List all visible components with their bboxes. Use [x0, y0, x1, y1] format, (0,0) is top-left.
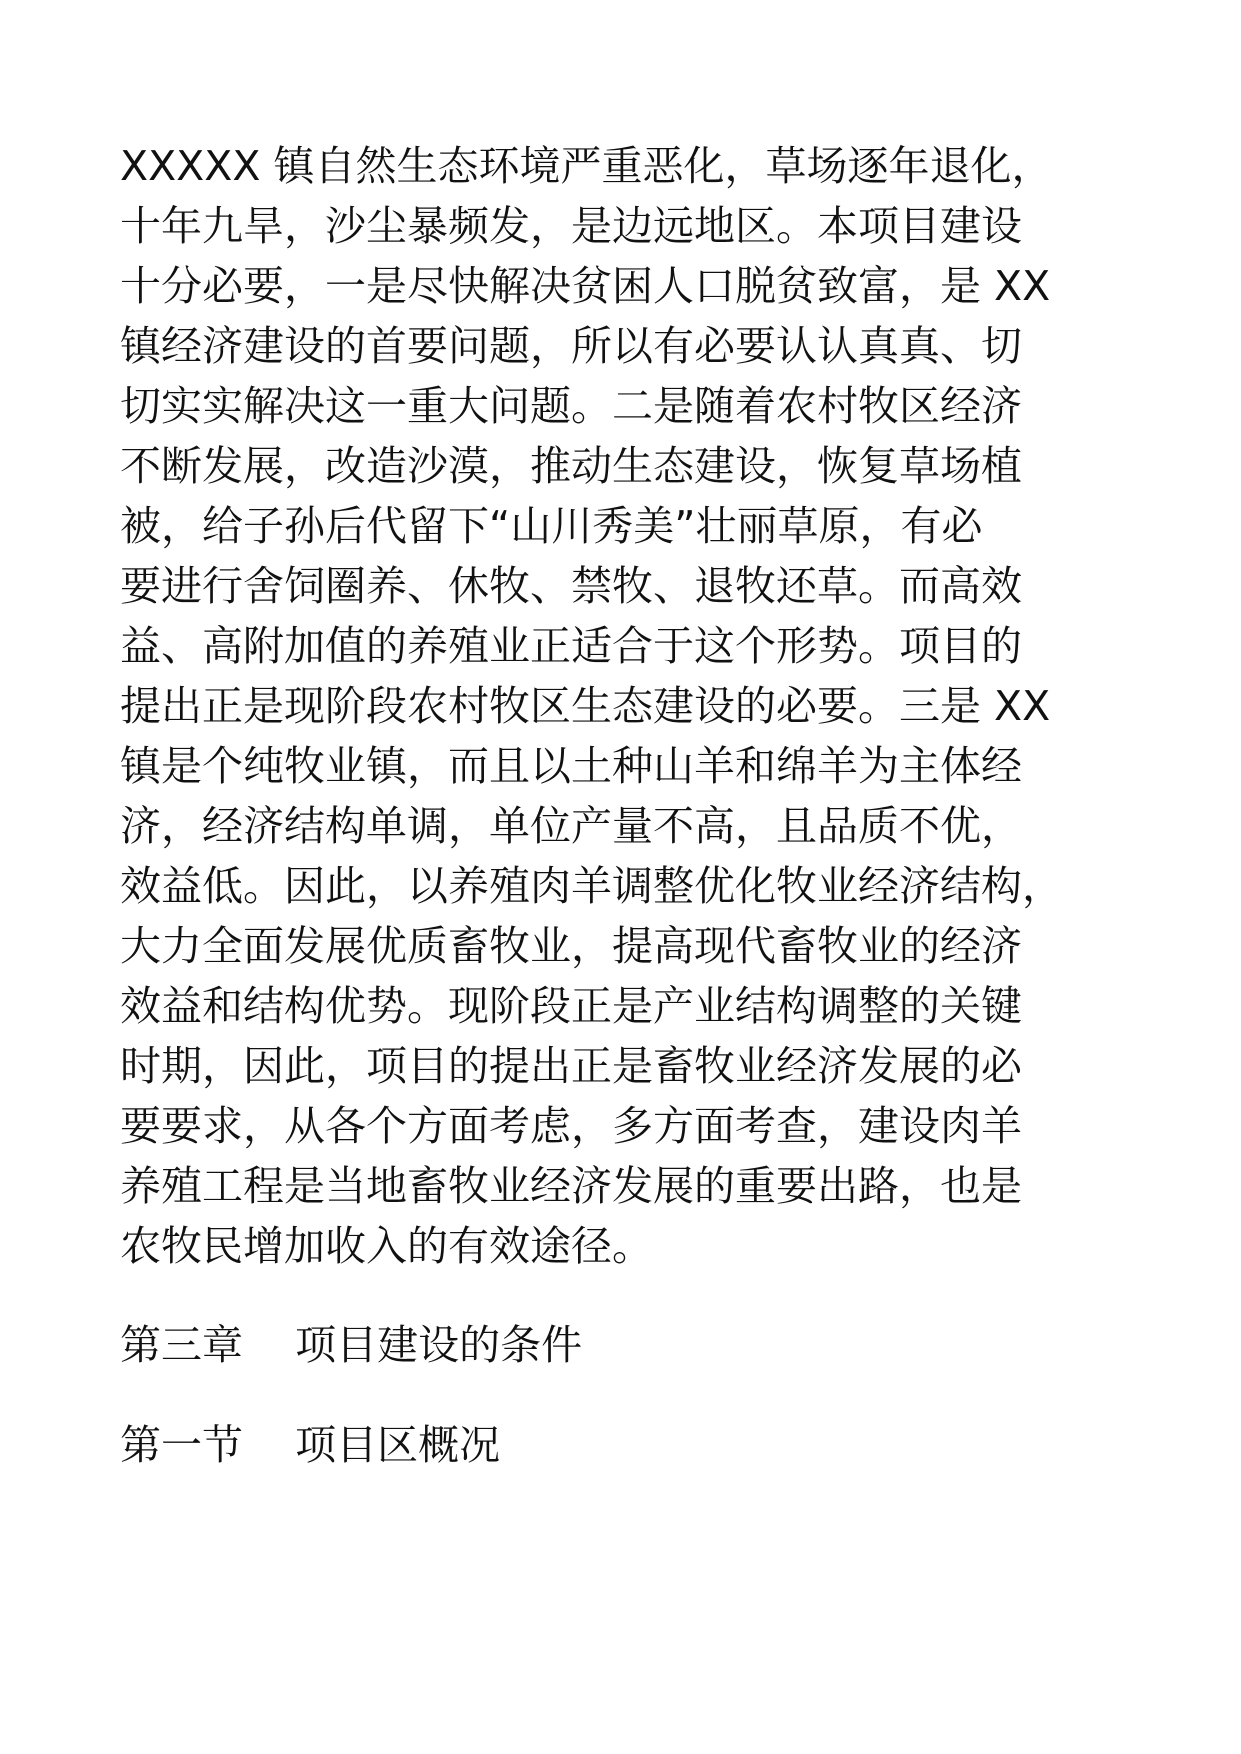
paragraph-line: 效益和结构优势。现阶段正是产业结构调整的关键	[120, 982, 1022, 1030]
paragraph-line: 提出正是现阶段农村牧区生态建设的必要。三是 XX	[120, 682, 1051, 730]
paragraph-line: 济，经济结构单调，单位产量不高，且品质不优，	[120, 802, 1022, 850]
paragraph-line: 时期，因此，项目的提出正是畜牧业经济发展的必	[120, 1042, 1022, 1090]
paragraph-line: 养殖工程是当地畜牧业经济发展的重要出路，也是	[120, 1162, 1022, 1210]
paragraph-line: 镇是个纯牧业镇，而且以土种山羊和绵羊为主体经	[120, 742, 1022, 790]
paragraph-line: 切实实解决这一重大问题。二是随着农村牧区经济	[120, 382, 1022, 430]
paragraph-line: 益、高附加值的养殖业正适合于这个形势。项目的	[120, 622, 1022, 670]
paragraph-line: 镇经济建设的首要问题，所以有必要认认真真、切	[120, 322, 1022, 370]
paragraph-line: 效益低。因此，以养殖肉羊调整优化牧业经济结构，	[120, 862, 1063, 910]
paragraph-line: 不断发展，改造沙漠，推动生态建设，恢复草场植	[120, 442, 1022, 490]
paragraph-line: 被，给子孙后代留下“山川秀美”壮丽草原，有必	[120, 502, 983, 550]
paragraph-line: 十年九旱，沙尘暴频发，是边远地区。本项目建设	[120, 202, 1022, 250]
section-heading: 第一节 项目区概况	[120, 1421, 501, 1469]
paragraph-line: 十分必要，一是尽快解决贫困人口脱贫致富，是 XX	[120, 262, 1051, 310]
paragraph-line: 农牧民增加收入的有效途径。	[120, 1222, 653, 1270]
paragraph-line: 大力全面发展优质畜牧业，提高现代畜牧业的经济	[120, 922, 1022, 970]
paragraph-line: 要要求，从各个方面考虑，多方面考查，建设肉羊	[120, 1102, 1022, 1150]
paragraph-line: 要进行舍饲圈养、休牧、禁牧、退牧还草。而高效	[120, 562, 1022, 610]
paragraph-line: XXXXX 镇自然生态环境严重恶化，草场逐年退化，	[120, 142, 1053, 190]
chapter-heading: 第三章 项目建设的条件	[120, 1321, 583, 1369]
